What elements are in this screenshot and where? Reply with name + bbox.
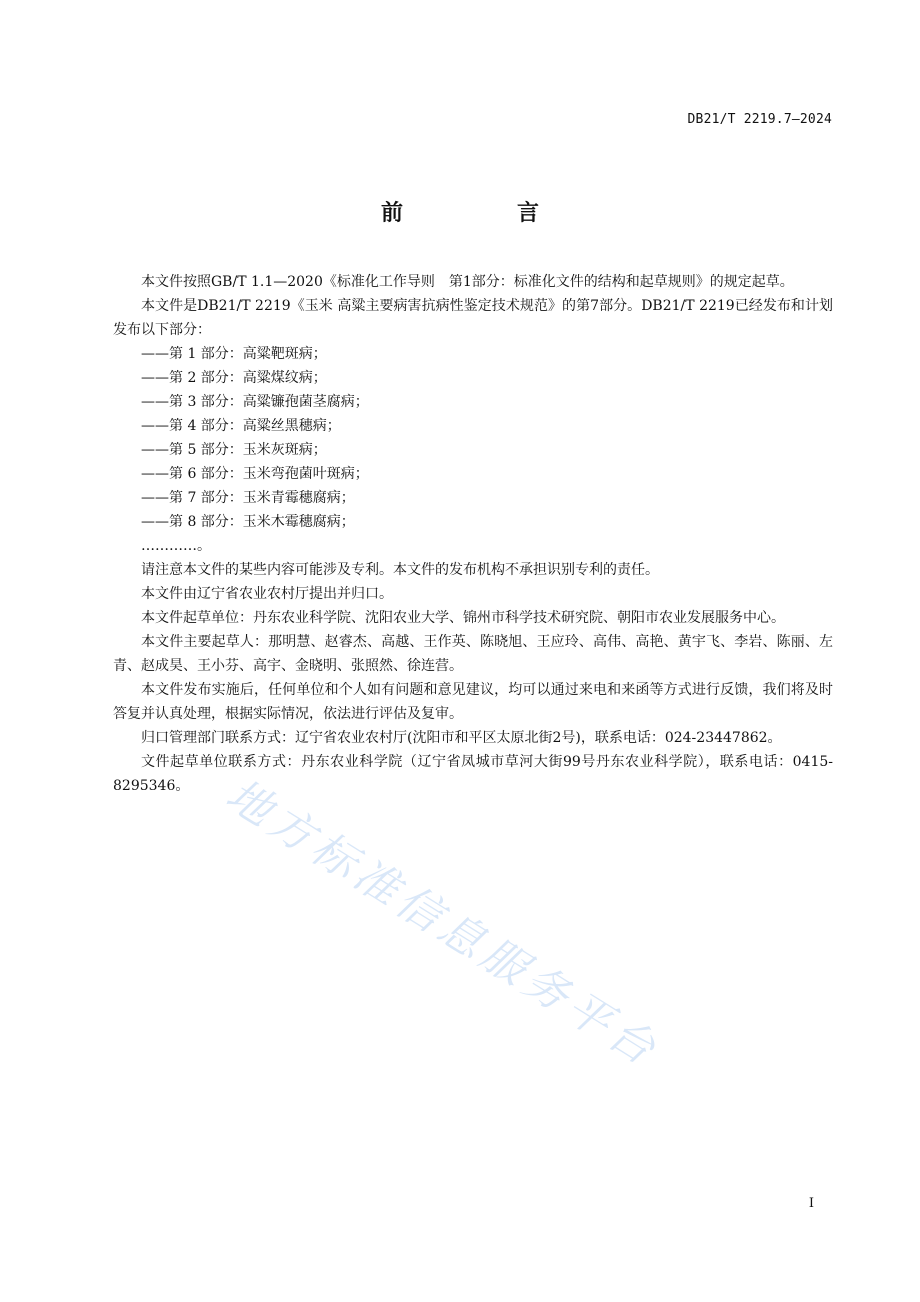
paragraph: 本文件是DB21/T 2219《玉米 高粱主要病害抗病性鉴定技术规范》的第7部分。DB21/T 2219已经发布和计划发布以下部分：	[113, 298, 833, 338]
list-item: ——第 1 部分：高粱靶斑病；	[141, 346, 327, 362]
list-item: ——第 6 部分：玉米弯孢菌叶斑病；	[141, 466, 369, 482]
list-item: ——第 8 部分：玉米木霉穗腐病；	[141, 514, 355, 530]
paragraph: 本文件主要起草人：那明慧、赵睿杰、高越、王作英、陈晓旭、王应玲、高伟、高艳、黄宇飞、李岩、陈丽、左青、赵成昊、王小芬、高宇、金晓明、张照然、徐连营。	[113, 634, 833, 674]
list-item: ——第 3 部分：高粱镰孢菌茎腐病；	[141, 394, 369, 410]
watermark: 地方标准信息服务平台	[217, 769, 669, 1078]
paragraph: 本文件起草单位：丹东农业科学院、沈阳农业大学、锦州市科学技术研究院、朝阳市农业发展服务中心。	[141, 610, 785, 626]
paragraph: 本文件按照GB/T 1.1—2020《标准化工作导则 第1部分：标准化文件的结构和起草规则》的规定起草。	[141, 274, 794, 290]
list-item: ——第 7 部分：玉米青霉穗腐病；	[141, 490, 355, 506]
list-item: ——第 4 部分：高粱丝黑穗病；	[141, 418, 341, 434]
page-title: 前 言	[380, 201, 585, 226]
list-item: …………。	[141, 538, 211, 554]
document-code: DB21/T 2219.7—2024	[687, 112, 832, 127]
paragraph: 本文件发布实施后，任何单位和个人如有问题和意见建议，均可以通过来电和来函等方式进行反馈，我们将及时答复并认真处理，根据实际情况，依法进行评估及复审。	[113, 682, 833, 722]
foreword-body	[113, 270, 833, 798]
list-item: ——第 2 部分：高粱煤纹病；	[141, 370, 327, 386]
page-number: I	[808, 1196, 814, 1211]
list-item: ——第 5 部分：玉米灰斑病；	[141, 442, 327, 458]
paragraph: 归口管理部门联系方式：辽宁省农业农村厅(沈阳市和平区太原北街2号)，联系电话：024-23447862。	[141, 730, 782, 746]
paragraph: 请注意本文件的某些内容可能涉及专利。本文件的发布机构不承担识别专利的责任。	[141, 562, 659, 578]
paragraph: 本文件由辽宁省农业农村厅提出并归口。	[141, 586, 393, 602]
paragraph: 文件起草单位联系方式：丹东农业科学院（辽宁省凤城市草河大街99号丹东农业科学院），联系电话：0415-8295346。	[113, 754, 833, 794]
